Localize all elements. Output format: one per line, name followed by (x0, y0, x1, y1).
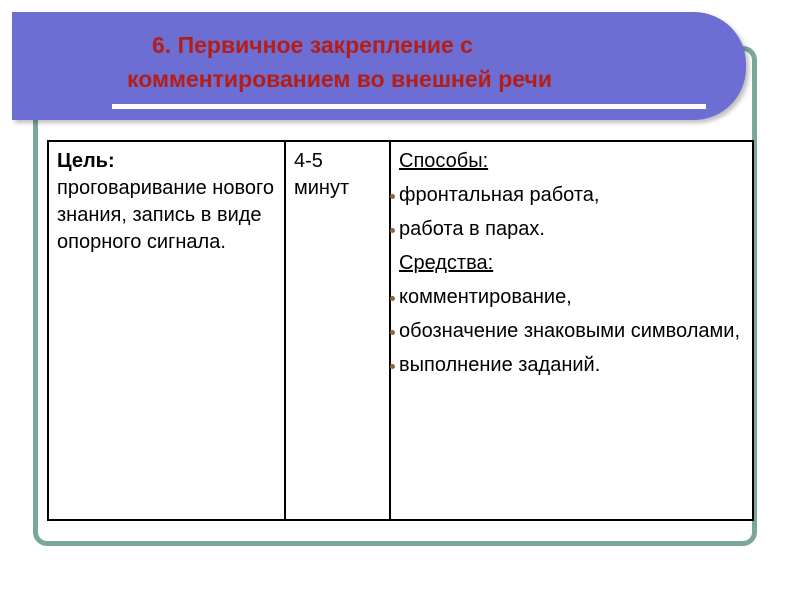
title-underline (112, 104, 706, 109)
means-list (399, 284, 744, 379)
time-value: 4-5 минут (294, 150, 350, 199)
list-item: комментирование, (399, 284, 744, 311)
list-item: фронтальная работа, (399, 182, 744, 209)
means-heading: Средства: (399, 252, 494, 274)
slide-title-line-2: комментированием во внешней речи (127, 66, 552, 92)
methods-cell (390, 141, 753, 520)
slide-title (12, 28, 746, 96)
list-item: выполнение заданий. (399, 352, 744, 379)
content-table (47, 140, 754, 521)
goal-text: проговаривание нового знания, запись в виде опорного сигнала. (57, 177, 274, 253)
methods-list (399, 182, 744, 243)
goal-cell (48, 141, 285, 520)
goal-label: Цель: (57, 150, 115, 172)
time-cell (285, 141, 390, 520)
list-item: обозначение знаковыми символами, (399, 318, 744, 345)
list-item: работа в парах. (399, 216, 744, 243)
table-row (48, 141, 753, 520)
slide-title-line-1: 6. Первичное закрепление с (152, 32, 473, 58)
methods-heading: Способы: (399, 150, 489, 172)
